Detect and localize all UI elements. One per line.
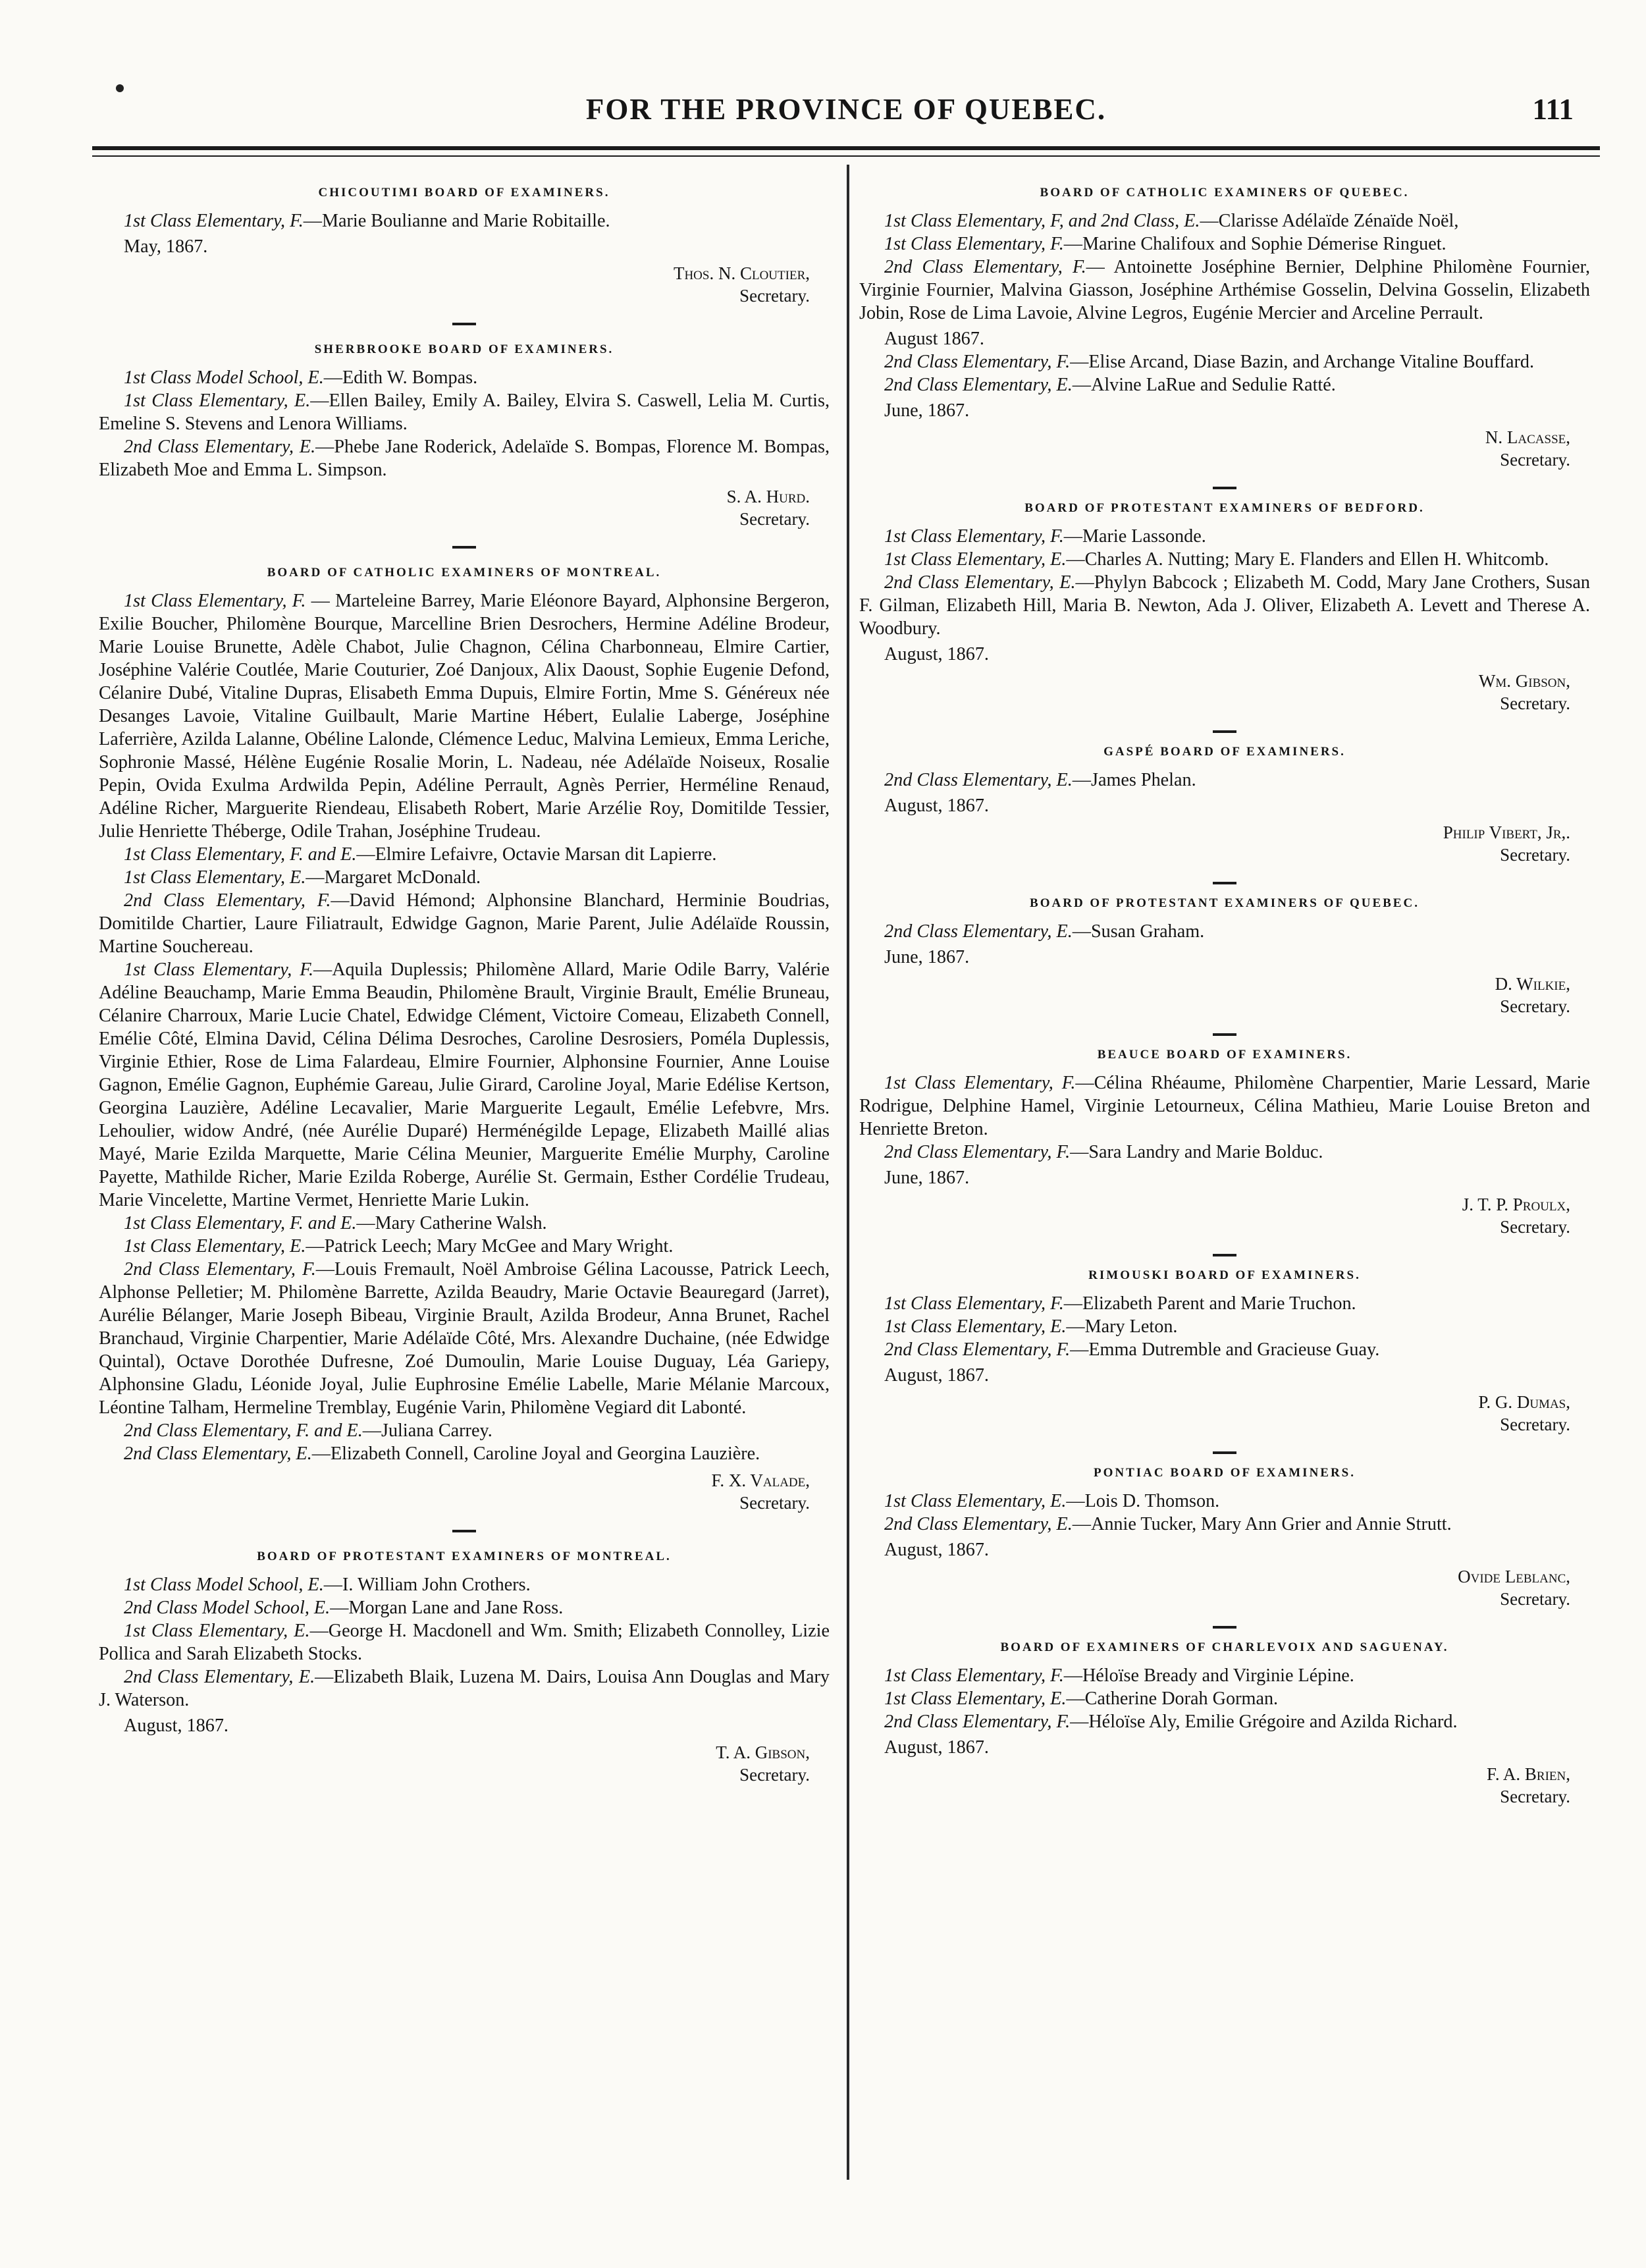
- signature-block: [859, 1565, 1590, 1610]
- class-designation: 2nd Class Elementary, F.: [124, 1259, 316, 1280]
- candidate-names: —Emma Dutremble and Gracieuse Guay.: [1070, 1339, 1380, 1360]
- class-designation: 2nd Class Model School, E.: [124, 1598, 331, 1618]
- candidate-names: —Héloïse Bready and Virginie Lépine.: [1063, 1665, 1354, 1686]
- left-column: [99, 186, 830, 1786]
- signer-name: D. Wilkie,: [1495, 974, 1570, 994]
- certificate-entry: [99, 1573, 830, 1596]
- candidate-names: —Phylyn Babcock ; Elizabeth M. Codd, Mary Jane Crothers, Susan F. Gilman, Elizabeth Hill, Maria B. Newton, Ada J. Oliver, Elizabeth A. Levett and Therese A. Woodbury.: [859, 572, 1590, 639]
- certificate-entry: [99, 958, 830, 1212]
- certificate-entry: [99, 366, 830, 389]
- header-rule-thick: [92, 146, 1600, 150]
- certificate-entry: [99, 435, 830, 481]
- certificate-entry: [859, 1292, 1590, 1315]
- candidate-names: —Elise Arcand, Diase Bazin, and Archange Vitaline Bouffard.: [1070, 352, 1535, 372]
- certificate-entry: [99, 1212, 830, 1235]
- certificate-entry: [859, 1490, 1590, 1513]
- certificate-entry: [859, 920, 1590, 943]
- class-designation: 1st Class Elementary, F. and E.: [124, 844, 357, 865]
- class-designation: 1st Class Model School, E.: [124, 367, 324, 388]
- signature-block: [99, 262, 830, 307]
- board-section: [99, 546, 830, 1514]
- candidate-names: —Mary Leton.: [1066, 1316, 1178, 1337]
- signature-block: [859, 973, 1590, 1017]
- board-title: BOARD OF PROTESTANT EXAMINERS OF BEDFORD.: [1024, 501, 1425, 515]
- class-designation: 1st Class Model School, E.: [124, 1575, 324, 1595]
- board-title: BOARD OF CATHOLIC EXAMINERS OF MONTREAL.: [267, 566, 662, 580]
- signer-role: Secretary.: [1500, 693, 1570, 713]
- signer-role: Secretary.: [739, 1765, 810, 1785]
- class-designation: 1st Class Elementary, F.: [884, 1293, 1064, 1314]
- certificate-entry: [859, 1513, 1590, 1536]
- candidate-names: — Antoinette Joséphine Bernier, Delphine Philomène Fournier, Virginie Fournier, Malvina Giasson, Joséphine Arthémise Gosselin, Delvina Gosselin, Elizabeth Jobin, Rose de Lima Lavoie, Alvine Legros, Eugénie Mercier and Arceline Perrault.: [859, 257, 1590, 323]
- section-separator: [1213, 730, 1236, 733]
- certificate-entry: [99, 1258, 830, 1419]
- board-section: [859, 1626, 1590, 1808]
- candidate-names: —Clarisse Adélaïde Zénaïde Noël,: [1200, 211, 1459, 231]
- board-title: BOARD OF PROTESTANT EXAMINERS OF QUEBEC.: [1030, 896, 1420, 910]
- signer-role: Secretary.: [1500, 1787, 1570, 1806]
- candidate-names: —Elizabeth Connell, Caroline Joyal and Georgina Lauzière.: [311, 1444, 760, 1464]
- candidate-names: —Alvine LaRue and Sedulie Ratté.: [1072, 375, 1336, 395]
- board-title: BEAUCE BOARD OF EXAMINERS.: [1097, 1048, 1352, 1062]
- board-section: [859, 1451, 1590, 1610]
- candidate-names: —I. William John Crothers.: [323, 1575, 531, 1595]
- issue-date: August 1867.: [884, 329, 984, 349]
- certificate-entry: [99, 843, 830, 866]
- candidate-names: —Juliana Carrey.: [362, 1420, 492, 1441]
- issue-date: June, 1867.: [884, 1168, 970, 1188]
- candidate-names: —Susan Graham.: [1072, 921, 1205, 942]
- class-designation: 2nd Class Elementary, E.: [884, 572, 1076, 593]
- candidate-names: —Lois D. Thomson.: [1066, 1491, 1220, 1511]
- class-designation: 1st Class Elementary, F. and E.: [124, 1213, 357, 1233]
- signer-role: Secretary.: [739, 286, 810, 306]
- candidate-names: —Phebe Jane Roderick, Adelaïde S. Bompas, Florence M. Bompas, Elizabeth Moe and Emma L. Simpson.: [99, 437, 830, 480]
- class-designation: 2nd Class Elementary, F.: [884, 1339, 1071, 1360]
- page-number: 111: [1532, 93, 1574, 126]
- board-title: BOARD OF CATHOLIC EXAMINERS OF QUEBEC.: [1040, 186, 1410, 200]
- class-designation: 2nd Class Elementary, E.: [884, 1514, 1073, 1534]
- class-designation: 2nd Class Elementary, E.: [884, 375, 1073, 395]
- candidate-names: —Elizabeth Parent and Marie Truchon.: [1063, 1293, 1356, 1314]
- certificate-entry: [859, 256, 1590, 325]
- class-designation: 1st Class Elementary, F.: [124, 591, 306, 611]
- signer-name: J. T. P. Proulx,: [1462, 1195, 1570, 1214]
- issue-date: August, 1867.: [884, 644, 989, 664]
- certificate-entry: [859, 525, 1590, 548]
- signer-role: Secretary.: [1500, 845, 1570, 865]
- board-title: BOARD OF PROTESTANT EXAMINERS OF MONTREAL.: [257, 1550, 672, 1563]
- certificate-entry: [859, 350, 1590, 373]
- section-separator: [452, 323, 476, 325]
- class-designation: 1st Class Elementary, E.: [884, 1491, 1067, 1511]
- certificate-entry: [99, 209, 830, 232]
- class-designation: 1st Class Elementary, E.: [124, 1236, 306, 1256]
- signature-block: [859, 1391, 1590, 1436]
- class-designation: 1st Class Elementary, E.: [884, 1688, 1067, 1709]
- signer-role: Secretary.: [1500, 996, 1570, 1016]
- candidate-names: — Marteleine Barrey, Marie Eléonore Bayard, Alphonsine Bergeron, Exilie Boucher, Philomène Bourque, Marcelline Brien Desrochers, Hermine Adéline Brodeur, Marie Louise Brunette, Adèle Chabot, Julie Chagnon, Célina Charbonneau, Elmire Cartier, Joséphine Valérie Coutlée, Marie Couturier, Zoé Danjoux, Alix Daoust, Sophie Eugenie Defond, Célanire Dubé, Vitaline Dupras, Elisabeth Emma Dupuis, Elmire Fortin, Mme S. Généreux née Desanges Lavoie, Vitaline Guilbault, Marie Martine Hébert, Eulalie Laberge, Joséphine Laferrière, Azilda Lalanne, Obéline Lalonde, Clémence Leduc, Malvina Lemieux, Emma Leriche, Sophronie Massé, Hélène Eugénie Rosalie Morin, L. Nadeau, née Adélaïde Noiseux, Rosalie Pepin, Ovida Exulma Ardwilda Pepin, Adéline Perrault, Agnès Perrier, Herméline Renaud, Adéline Richer, Marguerite Riendeau, Elisabeth Robert, Marie Arzélie Roy, Domitilde Tessier, Julie Henriette Théberge, Odile Trahan, Joséphine Trudeau.: [99, 591, 830, 842]
- candidate-names: —Ellen Bailey, Emily A. Bailey, Elvira S. Caswell, Lelia M. Curtis, Emeline S. Stevens and Lenora Williams.: [99, 391, 830, 434]
- signer-role: Secretary.: [1500, 1415, 1570, 1434]
- signer-role: Secretary.: [1500, 450, 1570, 470]
- class-designation: 1st Class Elementary, E.: [124, 391, 311, 411]
- signature-block: [859, 426, 1590, 471]
- certificate-entry: [859, 769, 1590, 792]
- issue-date: June, 1867.: [884, 400, 970, 421]
- class-designation: 1st Class Elementary, F.: [124, 211, 304, 231]
- board-title: RIMOUSKI BOARD OF EXAMINERS.: [1088, 1268, 1361, 1282]
- signer-role: Secretary.: [1500, 1217, 1570, 1237]
- board-section: [859, 487, 1590, 715]
- candidate-names: —George H. Macdonell and Wm. Smith; Elizabeth Connolley, Lizie Pollica and Sarah Elizabeth Stocks.: [99, 1621, 830, 1664]
- certificate-entry: [99, 1619, 830, 1665]
- section-separator: [452, 1530, 476, 1532]
- certificate-entry: [859, 548, 1590, 571]
- column-divider: [847, 165, 849, 2180]
- candidate-names: —Mary Catherine Walsh.: [356, 1213, 547, 1233]
- certificate-entry: [859, 1664, 1590, 1687]
- section-separator: [1213, 487, 1236, 489]
- page-header: [92, 78, 1600, 150]
- board-section: [859, 1254, 1590, 1436]
- section-separator: [452, 546, 476, 549]
- class-designation: 1st Class Elementary, E.: [124, 867, 306, 888]
- certificate-entry: [99, 589, 830, 843]
- page-title: FOR THE PROVINCE OF QUEBEC.: [585, 93, 1107, 126]
- candidate-names: —Patrick Leech; Mary McGee and Mary Wright.: [305, 1236, 674, 1256]
- signer-name: F. A. Brien,: [1487, 1764, 1570, 1784]
- issue-date: June, 1867.: [884, 947, 970, 967]
- certificate-entry: [99, 1665, 830, 1712]
- signature-block: [99, 485, 830, 530]
- right-column: [859, 186, 1590, 1808]
- board-title: BOARD OF EXAMINERS OF CHARLEVOIX AND SAGUENAY.: [1000, 1640, 1449, 1654]
- section-separator: [1213, 1033, 1236, 1036]
- class-designation: 1st Class Elementary, F, and 2nd Class, E.: [884, 211, 1200, 231]
- issue-date: May, 1867.: [124, 236, 208, 257]
- candidate-names: —Charles A. Nutting; Mary E. Flanders and Ellen H. Whitcomb.: [1066, 549, 1549, 570]
- section-separator: [1213, 1451, 1236, 1454]
- candidate-names: —Aquila Duplessis; Philomène Allard, Marie Odile Barry, Valérie Adéline Beauchamp, Marie Emma Beaudin, Philomène Brault, Virginie Brault, Emélie Bruneau, Célanire Charroux, Marie Lucie Chatel, Edwidge Clément, Victoire Comeau, Elizabeth Connell, Emélie Côté, Elmina David, Célina Délima Desroches, Caroline Desrosiers, Poméla Duplessis, Virginie Ethier, Rose de Lima Falardeau, Elmire Fournier, Alphonsine Fournier, Anne Louise Gagnon, Emélie Gagnon, Euphémie Gareau, Julie Girard, Caroline Joyal, Marie Edélise Kertson, Georgina Lauzière, Adéline Lecavalier, Marie Marguerite Legault, Emélie Lefebvre, Mrs. Lehoulier, widow André, (née Aurélie Duparé) Herménégilde Lepage, Elizabeth Maillé alias Mayé, Marie Ezilda Marquette, Marie Célina Meunier, Marguerite Emélie Murphy, Caroline Payette, Mathilde Richer, Marie Ezilda Roberge, Aurélie St. Germain, Esther Cordélie Trudeau, Marie Vincelette, Martine Vermet, Henriette Marie Lukin.: [99, 959, 830, 1210]
- ink-speck: [116, 84, 124, 92]
- signer-name: P. G. Dumas,: [1478, 1392, 1570, 1412]
- certificate-entry: [859, 1338, 1590, 1361]
- candidate-names: —Annie Tucker, Mary Ann Grier and Annie Strutt.: [1072, 1514, 1452, 1534]
- class-designation: 2nd Class Elementary, F.: [884, 1712, 1071, 1732]
- signer-name: S. A. Hurd.: [726, 487, 810, 506]
- signature-block: [859, 1193, 1590, 1238]
- certificate-entry: [859, 1141, 1590, 1164]
- class-designation: 1st Class Elementary, E.: [884, 1316, 1067, 1337]
- certificate-entry: [859, 232, 1590, 256]
- certificate-entry: [99, 1419, 830, 1442]
- board-section: [99, 186, 830, 307]
- signer-name: Wm. Gibson,: [1478, 671, 1570, 691]
- candidate-names: —Margaret McDonald.: [305, 867, 481, 888]
- class-designation: 2nd Class Elementary, E.: [884, 921, 1073, 942]
- candidate-names: —Marie Boulianne and Marie Robitaille.: [303, 211, 610, 231]
- certificate-entry: [859, 1687, 1590, 1710]
- board-title: GASPÉ BOARD OF EXAMINERS.: [1103, 745, 1346, 759]
- board-title: CHICOUTIMI BOARD OF EXAMINERS.: [318, 186, 610, 200]
- certificate-entry: [99, 866, 830, 889]
- board-section: [859, 186, 1590, 471]
- class-designation: 1st Class Elementary, E.: [884, 549, 1067, 570]
- candidate-names: —David Hémond; Alphonsine Blanchard, Herminie Boudrias, Domitilde Chartier, Laure Filiatrault, Edwidge Gagnon, Marie Parent, Julie Adélaïde Roussin, Martine Souchereau.: [99, 890, 830, 957]
- issue-date: August, 1867.: [884, 1540, 989, 1560]
- class-designation: 1st Class Elementary, E.: [124, 1621, 310, 1641]
- certificate-entry: [859, 1710, 1590, 1733]
- signer-role: Secretary.: [739, 509, 810, 529]
- signer-name: F. X. Valade,: [711, 1471, 810, 1490]
- class-designation: 2nd Class Elementary, F.: [884, 352, 1071, 372]
- candidate-names: —Héloïse Aly, Emilie Grégoire and Azilda Richard.: [1070, 1712, 1458, 1732]
- candidate-names: —Louis Fremault, Noël Ambroise Gélina Lacousse, Patrick Leech, Alphonse Pelletier; M. Philomène Barrette, Azilda Beaudry, Marie Octavie Beauregard (Jarret), Aurélie Bélanger, Marie Joseph Bibeau, Virginie Brault, Azilda Brodeur, Anna Brunet, Rachel Branchaud, Virginie Charpentier, Marie Adélaïde Côté, Mrs. Alexandre Duchaine, (née Edwidge Quintal), Octave Dorothée Dufresne, Zoé Dumoulin, Marie Louise Duguay, Léa Gariepy, Alphonsine Gladu, Léonide Joyal, Julie Euphrosine Emélie Labelle, Marie Mélanie Marcoux, Léontine Talham, Hermeline Tremblay, Eugénie Varin, Philomène Vegiard dit Labonté.: [99, 1259, 830, 1418]
- signature-block: [859, 1763, 1590, 1808]
- certificate-entry: [859, 571, 1590, 640]
- certificate-entry: [99, 1235, 830, 1258]
- class-designation: 2nd Class Elementary, E.: [124, 1667, 315, 1687]
- class-designation: 1st Class Elementary, F.: [884, 1665, 1064, 1686]
- certificate-entry: [99, 389, 830, 435]
- class-designation: 1st Class Elementary, F.: [884, 234, 1064, 254]
- signer-name: T. A. Gibson,: [716, 1742, 810, 1762]
- class-designation: 1st Class Elementary, F.: [884, 526, 1064, 547]
- section-separator: [1213, 882, 1236, 884]
- signer-name: Philip Vibert, Jr,.: [1443, 823, 1570, 842]
- class-designation: 2nd Class Elementary, E.: [124, 1444, 312, 1464]
- board-section: [99, 323, 830, 530]
- candidate-names: —Morgan Lane and Jane Ross.: [330, 1598, 564, 1618]
- class-designation: 2nd Class Elementary, F.: [884, 1142, 1071, 1162]
- board-section: [859, 730, 1590, 866]
- certificate-entry: [99, 1442, 830, 1465]
- signature-block: [859, 670, 1590, 715]
- signature-block: [99, 1741, 830, 1786]
- candidate-names: —Elizabeth Blaik, Luzena M. Dairs, Louisa Ann Douglas and Mary J. Waterson.: [99, 1667, 830, 1710]
- certificate-entry: [859, 373, 1590, 396]
- board-section: [99, 1530, 830, 1786]
- issue-date: August, 1867.: [124, 1715, 228, 1736]
- candidate-names: —Marie Lassonde.: [1063, 526, 1206, 547]
- candidate-names: —Célina Rhéaume, Philomène Charpentier, Marie Lessard, Marie Rodrigue, Delphine Hamel, Virginie Letourneux, Célina Mathieu, Marie Louise Breton and Henriette Breton.: [859, 1073, 1591, 1139]
- signer-role: Secretary.: [1500, 1589, 1570, 1609]
- board-section: [859, 882, 1590, 1017]
- signature-block: [859, 821, 1590, 866]
- candidate-names: —Edith W. Bompas.: [323, 367, 478, 388]
- class-designation: 2nd Class Elementary, F.: [884, 257, 1086, 277]
- section-separator: [1213, 1254, 1236, 1256]
- signer-name: N. Lacasse,: [1485, 427, 1570, 447]
- class-designation: 2nd Class Elementary, F. and E.: [124, 1420, 363, 1441]
- board-title: PONTIAC BOARD OF EXAMINERS.: [1093, 1466, 1356, 1480]
- signer-name: Ovide Leblanc,: [1458, 1567, 1570, 1586]
- candidate-names: —Sara Landry and Marie Bolduc.: [1070, 1142, 1323, 1162]
- certificate-entry: [859, 1071, 1590, 1141]
- board-section: [859, 1033, 1590, 1238]
- certificate-entry: [859, 209, 1590, 232]
- issue-date: August, 1867.: [884, 796, 989, 816]
- certificate-entry: [99, 1596, 830, 1619]
- issue-date: August, 1867.: [884, 1365, 989, 1386]
- class-designation: 1st Class Elementary, F.: [124, 959, 314, 980]
- candidate-names: —Catherine Dorah Gorman.: [1066, 1688, 1279, 1709]
- signer-name: Thos. N. Cloutier,: [673, 263, 810, 283]
- board-title: SHERBROOKE BOARD OF EXAMINERS.: [314, 342, 614, 356]
- header-rule-thin: [92, 155, 1600, 157]
- issue-date: August, 1867.: [884, 1737, 989, 1758]
- certificate-entry: [99, 889, 830, 958]
- certificate-entry: [859, 1315, 1590, 1338]
- class-designation: 1st Class Elementary, F.: [884, 1073, 1076, 1093]
- candidate-names: —Marine Chalifoux and Sophie Démerise Ringuet.: [1063, 234, 1447, 254]
- candidate-names: —James Phelan.: [1072, 770, 1196, 790]
- section-separator: [1213, 1626, 1236, 1629]
- class-designation: 2nd Class Elementary, F.: [124, 890, 331, 911]
- class-designation: 2nd Class Elementary, E.: [124, 437, 316, 457]
- class-designation: 2nd Class Elementary, E.: [884, 770, 1073, 790]
- signature-block: [99, 1469, 830, 1514]
- signer-role: Secretary.: [739, 1493, 810, 1513]
- candidate-names: —Elmire Lefaivre, Octavie Marsan dit Lapierre.: [356, 844, 717, 865]
